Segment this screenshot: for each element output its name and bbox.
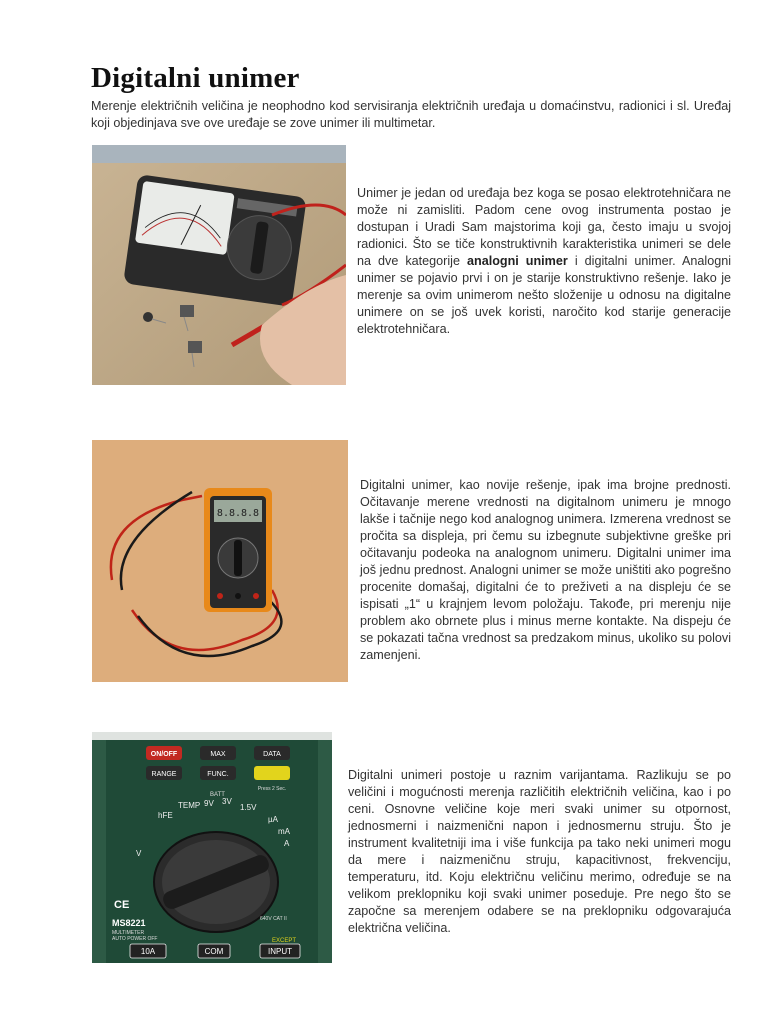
- hint-label: Press 2 Sec.: [257, 786, 287, 792]
- model-sub2: AUTO POWER OFF: [112, 936, 158, 942]
- jack-input-label: INPUT: [268, 947, 292, 956]
- func-label: FUNC.: [207, 771, 229, 778]
- section-1-paragraph: [357, 185, 731, 338]
- ce-label: CE: [114, 899, 130, 911]
- section-1-text-after: i digitalni unimer. Analogni unimer se pojavio prvi i on je starije konstruktivno rešenje. Iako je merenje sa ovim unimerom nešto složenije u odnosu na digitalne unimere on se još uvek koristi, naročito kod starije generacije elektrotehničara.: [357, 254, 732, 336]
- batt-label: BATT: [210, 792, 225, 798]
- 3v-label: 3V: [222, 797, 232, 806]
- meter2-display: 8.8.8.8: [216, 508, 260, 519]
- a-label: A: [284, 839, 290, 848]
- section-1-bold-term: analogni unimer: [467, 254, 568, 268]
- temp-label: TEMP: [178, 801, 201, 810]
- range-label: RANGE: [151, 771, 177, 778]
- analog-multimeter-photo: [92, 145, 346, 385]
- intro-paragraph: Merenje električnih veličina je neophodno kod servisiranja električnih uređaja u domaćinstvu, radionici i sl. Uređaj koji objedinjava sve ove uređaje se zove unimer ili multimetar.: [91, 99, 731, 130]
- model-sub1: MULTIMETER: [112, 930, 145, 936]
- section-1-text-before: Unimer je jedan od uređaja bez koga se posao elektrotehničara ne može ni zamisliti. Padom cene ovog instrumenta postao je dostupan i Uradi Sam majstorima koji ga, često imaju u svojoj radionici. Što se tiče konstruktivnih karakteristika unimeri se dele na dve kategorije: [357, 186, 731, 268]
- page-title: Digitalni unimer: [91, 62, 300, 94]
- except-label: EXCEPT: [272, 938, 297, 944]
- jack-com-label: COM: [204, 947, 224, 956]
- 1-5v-label: 1.5V: [240, 803, 257, 812]
- ms8221-multimeter-photo: [92, 732, 332, 963]
- jack-10a-label: 10A: [140, 947, 156, 956]
- max-label: MAX: [210, 751, 226, 758]
- onoff-label: ON/OFF: [150, 751, 178, 758]
- model-label: MS8221: [112, 918, 146, 928]
- 9v-label: 9V: [204, 799, 214, 808]
- v-label: V: [136, 849, 142, 858]
- section-3-paragraph: Digitalni unimeri postoje u raznim varijantama. Razlikuju se po veličini i mogućnosti merenja različitih električnih veličina, kao i po ceni. Osnovne veličine koje meri svaki unimer su otpornost, jednosmerni i naizmenični napon i jednosmernu struju. Što je instrument kvalitetniji ima i više funkcija pa tako neki unimeri mogu da mere i naizmeničnu struju, kapacitivnost, frekvenciju, temperaturu, itd. Koju električnu veličinu merimo, određuje se na velikom preklopniku koji svaki unimer poseduje. Pre nego što se započne sa merenjem odabere se na preklopniku odgovarajuća električna veličina.: [348, 768, 731, 935]
- section-2-paragraph: Digitalni unimer, kao novije rešenje, ipak ima brojne prednosti. Očitavanje merene vrednosti na digitalnom unimeru je mnogo lakše i tačnije nego kod analognog unimera. Izmerena vrednost se pročita sa displeja, pri čemu su izbegnute subjektivne greške pri očitavanju podeoka na analognom unimeru. Digitalni unimer ima još jednu prednost. Analogni unimer se može uništiti ako pogrešno procenite domašaj, digitalni će to preživeti a na displeju će se ispisati „1“ u krajnjem levom položaju. Takođe, pri merenju nije problem ako obrnete plus i minus merne kontakte. Na dispeju će se pokazati tačna vrednost sa predzakom minus, ukoliko su polovi zamenjeni.: [360, 478, 731, 662]
- hfe-label: hFE: [158, 811, 173, 820]
- data-label: DATA: [263, 751, 281, 758]
- cat-label: 640V CAT II: [260, 916, 287, 922]
- ma-label: mA: [278, 827, 290, 836]
- ua-label: µA: [268, 815, 278, 824]
- digital-multimeter-photo: [92, 440, 348, 682]
